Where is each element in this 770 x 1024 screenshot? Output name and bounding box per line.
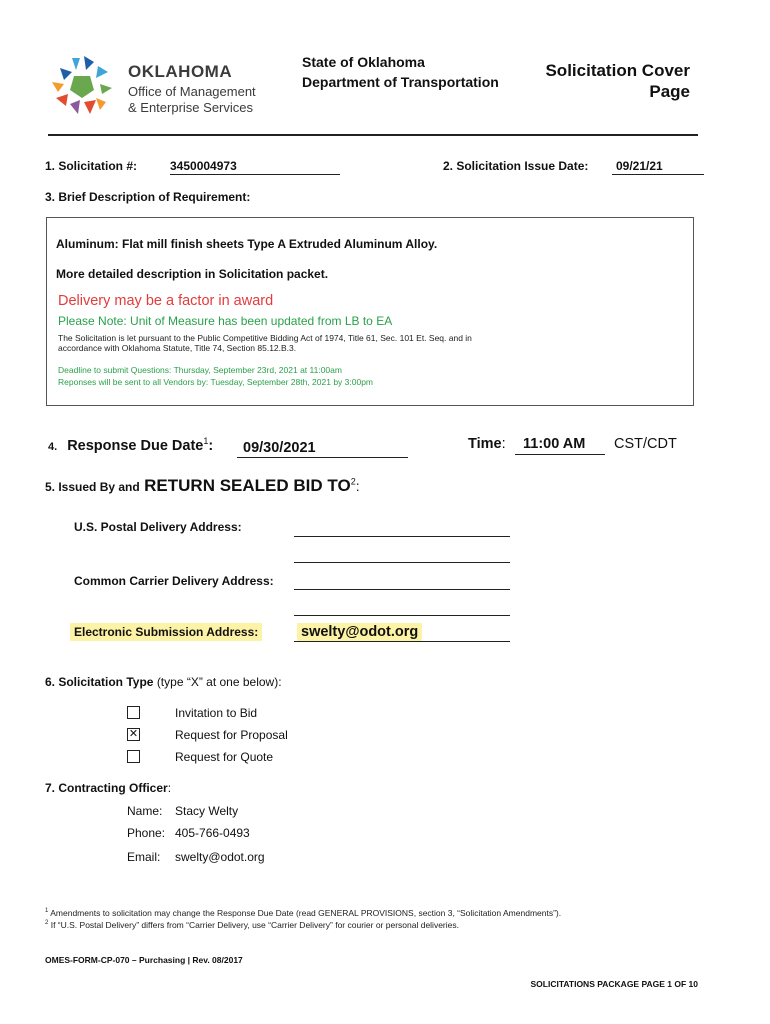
electronic-submission-line (294, 641, 510, 642)
officer-email-label: Email: (127, 850, 161, 864)
description-line-1: Aluminum: Flat mill finish sheets Type A Extruded Aluminum Alloy. (56, 237, 438, 251)
agency-line-2: Department of Transportation (302, 74, 499, 90)
response-due-label (48, 436, 213, 454)
solicitation-type-hint: (type “X” at one below): (156, 675, 282, 689)
deadline-text (58, 364, 373, 388)
footnote-2 (45, 920, 459, 930)
footnote-2-sup: 2 (45, 920, 49, 927)
issued-by-main: RETURN SEALED BID TO (144, 476, 351, 495)
response-timezone: CST/CDT (614, 436, 677, 452)
logo-line-2: Office of Management (128, 84, 256, 99)
footnote-1-sup: 1 (45, 908, 49, 915)
officer-name: Stacy Welty (175, 804, 239, 818)
time-colon: : (501, 436, 506, 452)
agency-logo (50, 52, 290, 122)
officer-email[interactable]: swelty@odot.org (175, 850, 265, 864)
contracting-officer-colon: : (167, 781, 172, 795)
response-due-date: 09/30/2021 (237, 440, 408, 458)
footnote-1-text: Amendments to solicitation may change the Response Due Date (read GENERAL PROVISIONS, section 3, “Solicitation Amendments”). (50, 908, 562, 918)
response-colon: : (208, 437, 214, 454)
legal-line-2: accordance with Oklahoma Statute, Title 74, Section 85.12.B.3. (58, 343, 297, 353)
issued-by-colon: : (355, 478, 360, 494)
response-sup: 1 (203, 436, 209, 446)
checkbox-x-mark: ✕ (128, 728, 139, 740)
agency-name (302, 52, 499, 92)
issued-by-prefix: 5. Issued By and (45, 480, 140, 494)
deadline-line-2: Reponses will be sent to all Vendors by: Tuesday, September 28th, 2021 by 3:00pm (58, 377, 374, 387)
form-title (545, 60, 690, 102)
checkbox-request-for-proposal[interactable] (127, 728, 140, 741)
description-box (46, 217, 694, 406)
legal-line-1: The Solicitation is let pursuant to the Public Competitive Bidding Act of 1974, Title 61, Sec. 101 Et. Seq. and in (58, 333, 472, 343)
agency-line-1: State of Oklahoma (302, 54, 425, 70)
electronic-submission-label: Electronic Submission Address: (70, 623, 262, 641)
description-line-2: More detailed description in Solicitation packet. (56, 267, 329, 281)
issued-by-heading (45, 476, 360, 496)
response-time-label (468, 436, 506, 452)
carrier-address-label: Common Carrier Delivery Address: (74, 574, 274, 588)
issue-date-label: 2. Solicitation Issue Date: (443, 159, 589, 173)
officer-phone-label: Phone: (127, 826, 166, 840)
footnote-2-text: If “U.S. Postal Delivery” differs from “Carrier Delivery, use “Carrier Delivery” for courier or personal deliveries. (50, 920, 459, 930)
electronic-submission-value[interactable]: swelty@odot.org (297, 623, 422, 641)
checkbox-request-for-quote[interactable] (127, 750, 140, 763)
form-title-line-1: Solicitation Cover (545, 61, 690, 80)
solicitation-number: 3450004973 (170, 159, 340, 175)
page-indicator: SOLICITATIONS PACKAGE PAGE 1 OF 10 (530, 979, 698, 989)
option-request-for-quote: Request for Quote (175, 750, 274, 764)
carrier-address-line-2[interactable] (294, 615, 510, 616)
postal-address-label: U.S. Postal Delivery Address: (74, 520, 242, 534)
postal-address-line[interactable] (294, 536, 510, 537)
time-label: Time (468, 436, 502, 452)
solicitation-number-label: 1. Solicitation #: (45, 159, 138, 173)
header-divider (48, 134, 698, 136)
option-invitation-to-bid: Invitation to Bid (175, 706, 258, 720)
solicitation-type-heading (45, 675, 282, 689)
oklahoma-star-icon (50, 54, 116, 120)
delivery-note: Delivery may be a factor in award (58, 293, 274, 309)
officer-phone: 405-766-0493 (175, 826, 250, 840)
option-request-for-proposal: Request for Proposal (175, 728, 288, 742)
issued-by-sup: 2 (350, 476, 356, 487)
response-time: 11:00 AM (515, 436, 605, 455)
response-label: Response Due Date (67, 437, 204, 454)
solicitation-type-label: 6. Solicitation Type (45, 675, 154, 689)
response-num: 4. (48, 440, 58, 453)
uom-note: Please Note: Unit of Measure has been updated from LB to EA (58, 314, 393, 328)
legal-text (58, 333, 472, 353)
carrier-address-line[interactable] (294, 589, 510, 590)
checkbox-invitation-to-bid[interactable] (127, 706, 140, 719)
footnote-1 (45, 908, 561, 918)
form-title-line-2: Page (649, 82, 690, 101)
officer-name-label: Name: (127, 804, 163, 818)
logo-line-1: OKLAHOMA (128, 62, 233, 81)
form-id: OMES-FORM-CP-070 – Purchasing | Rev. 08/2017 (45, 955, 243, 965)
postal-address-line-2[interactable] (294, 562, 510, 563)
logo-line-3: & Enterprise Services (128, 100, 253, 115)
brief-description-label: 3. Brief Description of Requirement: (45, 190, 251, 204)
contracting-officer-label: 7. Contracting Officer (45, 781, 168, 795)
deadline-line-1: Deadline to submit Questions: Thursday, September 23rd, 2021 at 11:00am (58, 365, 342, 375)
contracting-officer-heading (45, 781, 171, 795)
issue-date: 09/21/21 (612, 159, 704, 175)
